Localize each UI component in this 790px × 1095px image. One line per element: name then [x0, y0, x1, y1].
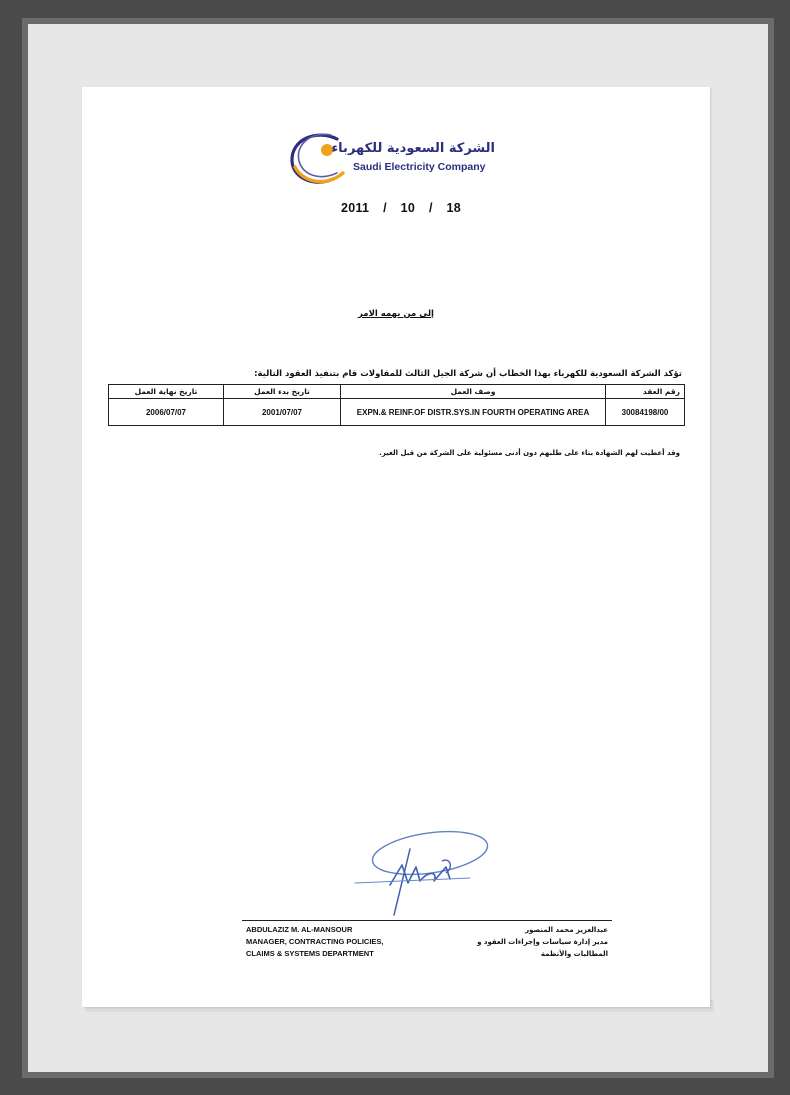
- cell-contract-no: 30084198/00: [606, 399, 685, 426]
- signatory-title-ar-1: مدير إدارة سياسات وإجراءات العقود و: [477, 938, 608, 946]
- letter-date: [82, 201, 710, 215]
- table-header-row: [109, 385, 685, 399]
- signatory-name-ar: عبدالعزيز محمد المنصور: [525, 926, 608, 934]
- contracts-table: [108, 384, 685, 426]
- handwritten-signature-icon: [350, 823, 500, 923]
- cell-end-date: 2006/07/07: [109, 399, 224, 426]
- header-start-date: تاريخ بدء العمل: [224, 385, 341, 399]
- date-separator: /: [428, 201, 433, 215]
- cell-start-date: 2001/07/07: [224, 399, 341, 426]
- letter-page: [82, 87, 710, 1007]
- signatory-name-en: ABDULAZIZ M. AL-MANSOUR: [246, 925, 353, 934]
- letter-intro: تؤكد الشركة السعودية للكهرباء بهذا الخطاب أن شركة الجيل الثالث للمقاولات قام بتنفيذ العقود التالية:: [254, 369, 682, 379]
- signatory-english: [246, 924, 446, 960]
- cell-description: EXPN.& REINF.OF DISTR.SYS.IN FOURTH OPERATING AREA: [341, 399, 606, 426]
- letter-note: وقد أعطيت لهم الشهادة بناء على طلبهم دون أدنى مسئولية على الشركة من قبل الغير.: [379, 449, 680, 457]
- header-description: وصف العمل: [341, 385, 606, 399]
- header-end-date: تاريخ نهاية العمل: [109, 385, 224, 399]
- header-contract-no: رقم العقد: [606, 385, 685, 399]
- date-year: 2011: [340, 201, 370, 215]
- signatory-title-ar-2: المطالبات والأنظمة: [540, 950, 608, 958]
- sec-logo-icon: [287, 129, 349, 189]
- signatory-title-en-2: CLAIMS & SYSTEMS DEPARTMENT: [246, 949, 374, 958]
- company-logo: [287, 129, 507, 191]
- company-name-arabic: الشركة السعودية للكهرباء: [331, 141, 495, 156]
- date-day: 18: [446, 201, 462, 215]
- date-separator: /: [383, 201, 387, 215]
- table-row: [109, 399, 685, 426]
- signatory-arabic: [438, 924, 608, 960]
- signatory-title-en-1: MANAGER, CONTRACTING POLICIES,: [246, 937, 384, 946]
- signature-divider: [242, 920, 612, 921]
- letter-greeting: إلى من يهمه الامر: [358, 309, 434, 319]
- date-month: 10: [400, 201, 416, 215]
- company-name-english: Saudi Electricity Company: [353, 161, 486, 173]
